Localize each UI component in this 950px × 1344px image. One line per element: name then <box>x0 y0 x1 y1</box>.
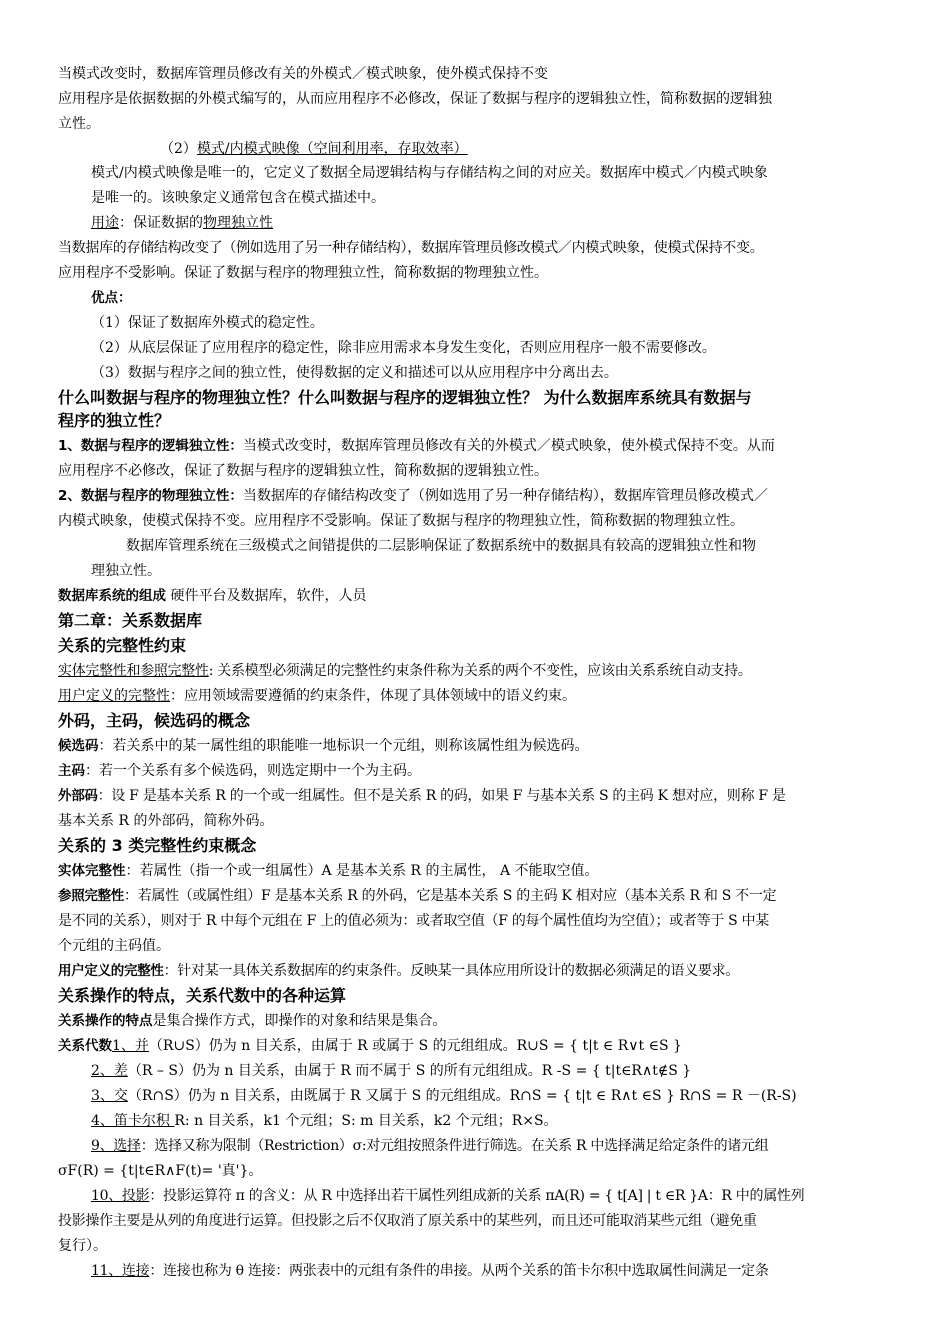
algebra-projection: 10、投影：投影运算符 π 的含义：从 R 中选择出若干属性列组成新的关系 πA(R) = { t[A] | t ∈R }A：R 中的属性列 <box>91 1188 805 1204</box>
text-line: 用户定义的完整性：应用领域需要遵循的约束条件，体现了具体领域中的语义约束。 <box>58 688 576 704</box>
text-line: 理独立性。 <box>91 563 161 579</box>
text-line: 应用程序不受影响。保证了数据与程序的物理独立性，简称数据的物理独立性。 <box>58 265 548 281</box>
question-heading: 什么叫数据与程序的物理独立性？什么叫数据与程序的逻辑独立性？ 为什么数据库系统具有数据与 <box>58 388 752 407</box>
text-line: 数据库管理系统在三级模式之间错提供的二层影响保证了数据系统中的数据具有较高的逻辑独立性和物 <box>126 538 756 554</box>
section-heading: 关系的 3 类完整性约束概念 <box>58 836 257 855</box>
text-line: 复行）。 <box>58 1238 107 1254</box>
text-line: 主码：若一个关系有多个候选码，则选定期中一个为主码。 <box>58 763 421 779</box>
text-line: 2、数据与程序的物理独立性：当数据库的存储结构改变了（例如选用了另一种存储结构），数据库管理员修改模式／ <box>58 488 768 504</box>
text-line: σF(R) = {t|t∈R∧F(t)= '真'}。 <box>58 1163 263 1179</box>
text-line: 外部码：设 F 是基本关系 R 的一个或一组属性。但不是关系 R 的码，如果 F 与基本关系 S 的主码 K 想对应，则称 F 是 <box>58 788 786 804</box>
list-item: （3）数据与程序之间的独立性，使得数据的定义和描述可以从应用程序中分离出去。 <box>91 365 618 381</box>
text-line: 当数据库的存储结构改变了（例如选用了另一种存储结构），数据库管理员修改模式／内模式映象，使模式保持不变。 <box>58 240 764 256</box>
text-line: 关系操作的特点是集合操作方式，即操作的对象和结果是集合。 <box>58 1013 447 1029</box>
algebra-cartesian-product: 4、笛卡尔积 R: n 目关系，k1 个元组；S: m 目关系，k2 个元组；R×S。 <box>91 1113 558 1129</box>
advantages-heading: 优点： <box>91 290 132 306</box>
section-heading: 关系操作的特点，关系代数中的各种运算 <box>58 986 347 1005</box>
section-heading: 外码，主码，候选码的概念 <box>58 711 251 730</box>
text-line: 立性。 <box>58 116 100 132</box>
algebra-difference: 2、差（R – S）仍为 n 目关系，由属于 R 而不属于 S 的所有元组组成。R -S = { t|t∈R∧t∉S } <box>91 1063 692 1079</box>
text-line: 应用程序是依据数据的外模式编写的，从而应用程序不必修改，保证了数据与程序的逻辑独立性，简称数据的逻辑独 <box>58 91 772 107</box>
text-line: 用户定义的完整性：针对某一具体关系数据库的约束条件。反映某一具体应用所设计的数据必须满足的语义要求。 <box>58 963 740 979</box>
text-line: 内模式映象，使模式保持不变。应用程序不受影响。保证了数据与程序的物理独立性，简称数据的物理独立性。 <box>58 513 744 529</box>
list-item: （1）保证了数据库外模式的稳定性。 <box>91 315 324 331</box>
text-line: 数据库系统的组成 硬件平台及数据库，软件，人员 <box>58 588 367 604</box>
text-line: 是唯一的。该映象定义通常包含在模式描述中。 <box>91 190 385 206</box>
list-item: （2）从底层保证了应用程序的稳定性，除非应用需求本身发生变化，否则应用程序一般不需要修改。 <box>91 340 716 356</box>
subsection-heading: （2）模式/内模式映像（空间利用率，存取效率） <box>160 141 468 157</box>
algebra-union: 关系代数1、并（R∪S）仍为 n 目关系，由属于 R 或属于 S 的元组组成。R∪S = { t|t ∈ R∨t ∈S } <box>58 1038 682 1054</box>
text-line: 投影操作主要是从列的角度进行运算。但投影之后不仅取消了原关系中的某些列，而且还可能取消某些元组（避免重 <box>58 1213 757 1229</box>
chapter-heading: 第二章：关系数据库 <box>58 611 203 630</box>
text-line: 个元组的主码值。 <box>58 938 170 954</box>
text-line: 基本关系 R 的外部码，简称外码。 <box>58 813 274 829</box>
text-line: 应用程序不必修改，保证了数据与程序的逻辑独立性，简称数据的逻辑独立性。 <box>58 463 548 479</box>
text-line: 是不同的关系），则对于 R 中每个元组在 F 上的值必须为：或者取空值（F 的每个属性值均为空值）；或者等于 S 中某 <box>58 913 770 929</box>
text-line: 实体完整性：若属性（指一个或一组属性）A 是基本关系 R 的主属性， A 不能取空值。 <box>58 863 599 879</box>
text-line: 模式/内模式映像是唯一的，它定义了数据全局逻辑结构与存储结构之间的对应关。数据库中模式／内模式映象 <box>91 165 768 181</box>
algebra-selection: 9、选择：选择又称为限制（Restriction）σ:对元组按照条件进行筛选。在关系 R 中选择满足给定条件的诸元组 <box>91 1138 769 1154</box>
question-heading: 程序的独立性？ <box>58 411 171 430</box>
purpose-line: 用途：保证数据的物理独立性 <box>91 215 273 231</box>
text-line: 当模式改变时，数据库管理员修改有关的外模式／模式映象，使外模式保持不变 <box>58 66 548 82</box>
text-line: 1、数据与程序的逻辑独立性：当模式改变时，数据库管理员修改有关的外模式／模式映象，使外模式保持不变。从而 <box>58 438 775 454</box>
text-line: 候选码：若关系中的某一属性组的职能唯一地标识一个元组，则称该属性组为候选码。 <box>58 738 589 754</box>
text-line: 实体完整性和参照完整性: 关系模型必须满足的完整性约束条件称为关系的两个不变性，应该由关系系统自动支持。 <box>58 663 752 679</box>
section-heading: 关系的完整性约束 <box>58 636 187 655</box>
algebra-join: 11、连接：连接也称为 θ 连接：两张表中的元组有条件的串接。从两个关系的笛卡尔积中选取属性间满足一定条 <box>91 1263 769 1279</box>
text-line: 参照完整性：若属性（或属性组）F 是基本关系 R 的外码，它是基本关系 S 的主码 K 相对应（基本关系 R 和 S 不一定 <box>58 888 777 904</box>
algebra-intersection: 3、交（R∩S）仍为 n 目关系，由既属于 R 又属于 S 的元组组成。R∩S = { t|t ∈ R∧t ∈S } R∩S = R －(R-S) <box>91 1088 797 1104</box>
